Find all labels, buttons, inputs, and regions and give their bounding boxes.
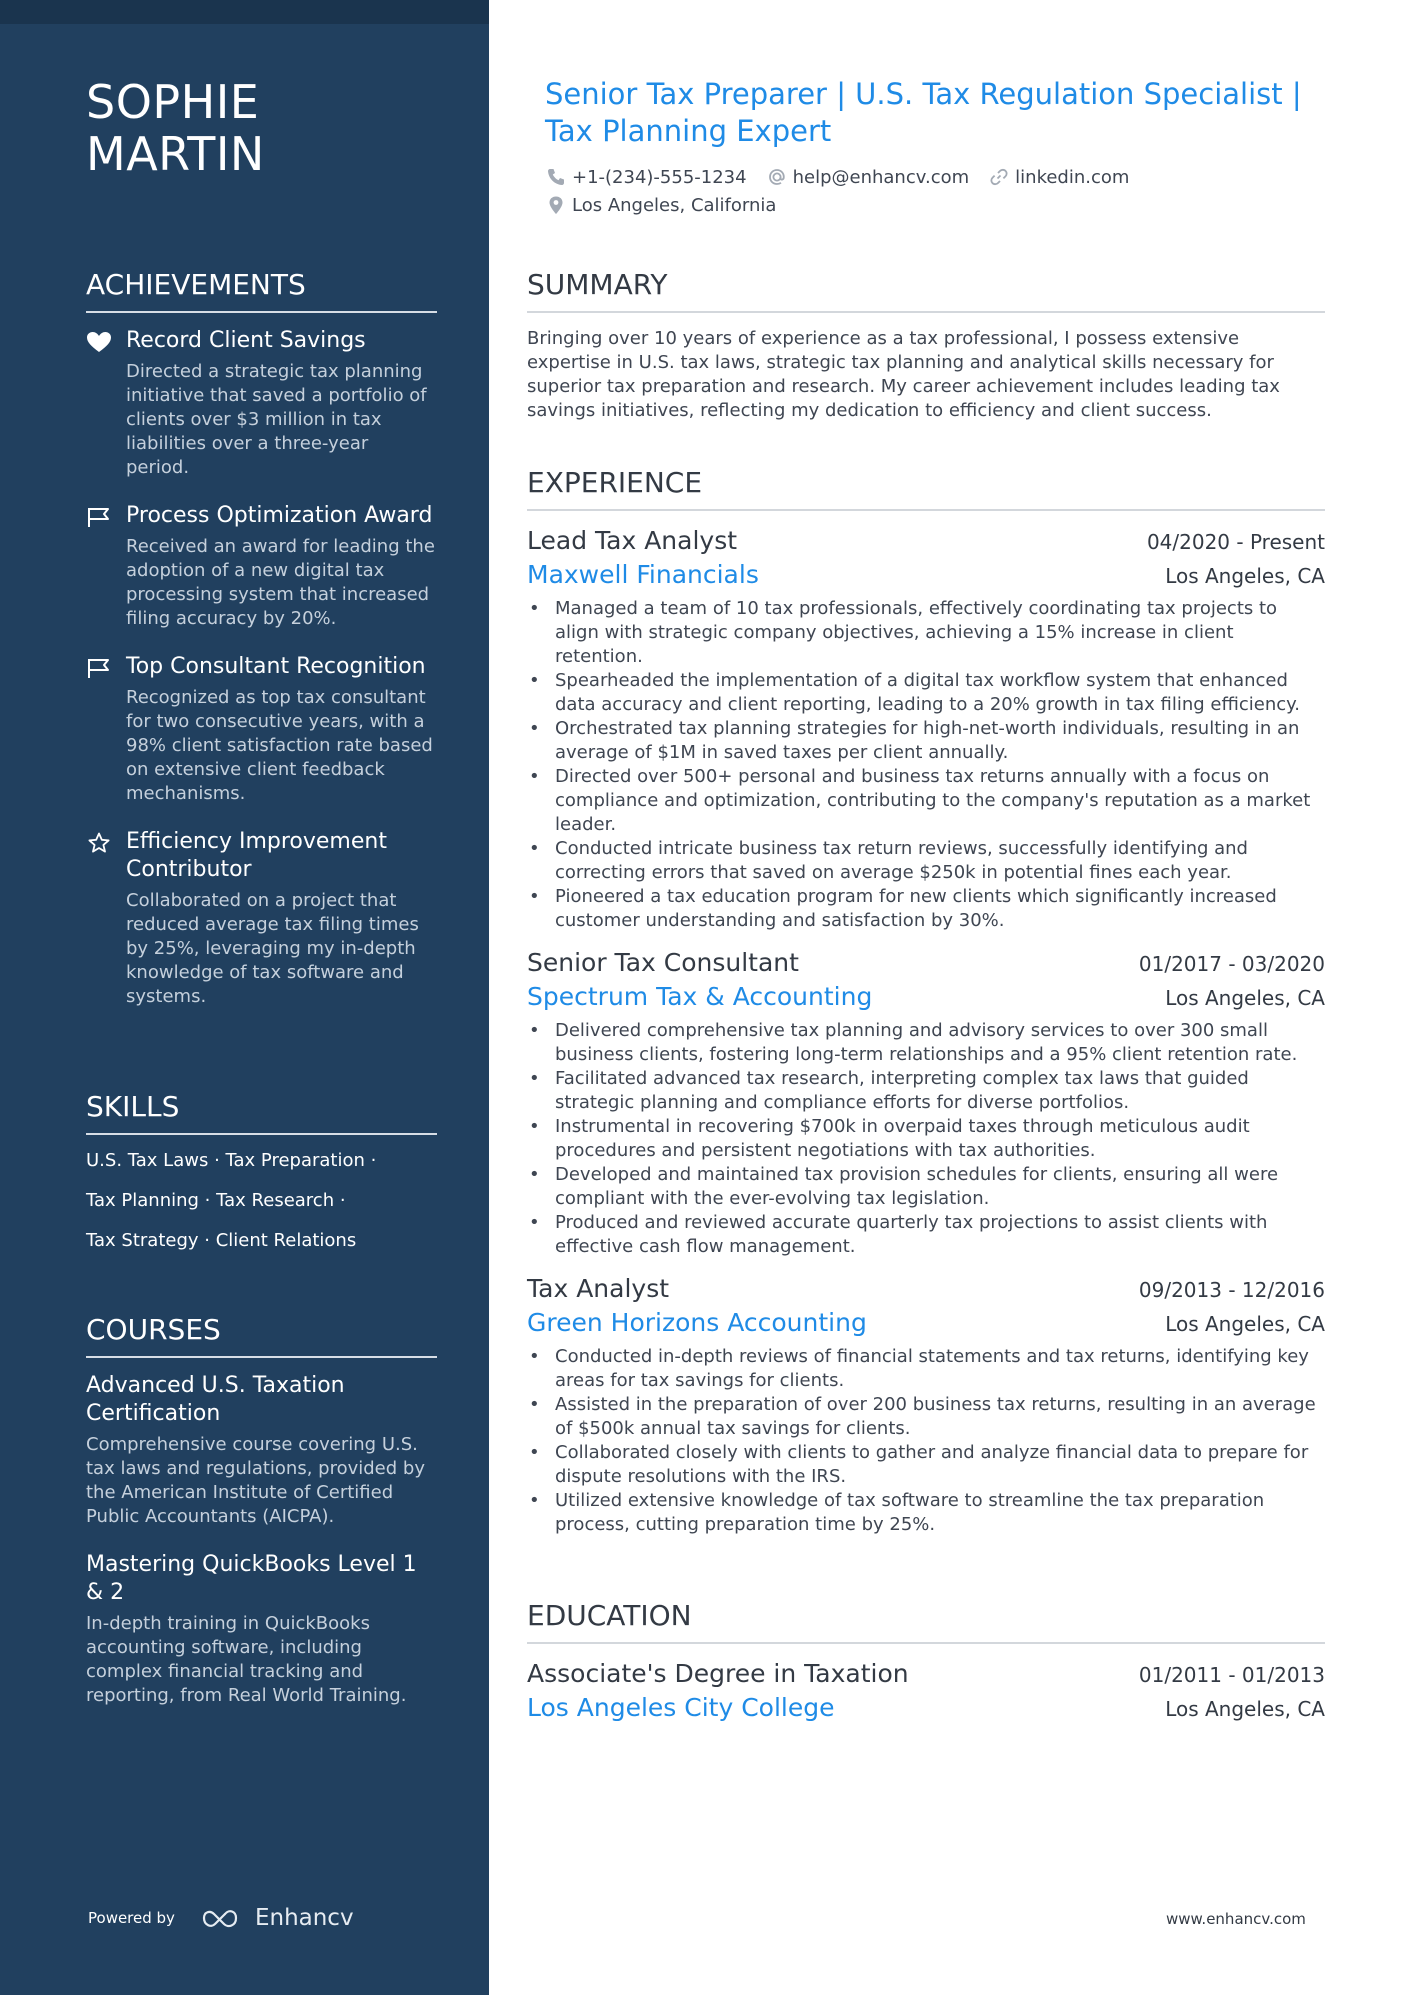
achievement-title: Process Optimization Award	[126, 503, 433, 528]
job-dates: 04/2020 - Present	[1146, 530, 1325, 554]
company-name[interactable]: Green Horizons Accounting	[527, 1308, 867, 1337]
candidate-name	[86, 76, 265, 180]
job-bullet: • Managed a team of 10 tax professionals, effectively coordinating tax projects to align with strategic company objectives, achieving a 15% increase in client retention.	[527, 597, 1325, 669]
sidebar-top-strip	[0, 0, 489, 24]
job-header-row	[527, 947, 1325, 980]
courses-title: COURSES	[86, 1313, 437, 1358]
degree: Associate's Degree in Taxation	[527, 1659, 909, 1688]
education-location: Los Angeles, CA	[1165, 1697, 1325, 1721]
education-header-row	[527, 1658, 1325, 1691]
link-icon	[989, 167, 1009, 187]
job-bullet: • Conducted in-depth reviews of financial statements and tax returns, identifying key areas for tax savings for clients.	[527, 1345, 1325, 1393]
job-entry	[527, 947, 1325, 1259]
job-title: Lead Tax Analyst	[527, 526, 738, 555]
school-name[interactable]: Los Angeles City College	[527, 1693, 835, 1722]
heart-icon	[86, 331, 112, 353]
job-bullet: • Facilitated advanced tax research, interpreting complex tax laws that guided strategic planning and compliance efforts for diverse portfolios.	[527, 1067, 1325, 1115]
job-company-row	[527, 558, 1325, 593]
courses-section	[86, 1313, 437, 1730]
footer-url[interactable]: www.enhancv.com	[1166, 1910, 1306, 1928]
skills-section	[86, 1090, 437, 1269]
flag-icon	[86, 506, 112, 528]
achievement-title: Efficiency Improvement Contributor	[126, 829, 387, 882]
course-title: Mastering QuickBooks Level 1 & 2	[86, 1552, 417, 1605]
job-company-row	[527, 1306, 1325, 1341]
job-bullets	[527, 1345, 1325, 1537]
email-text: help@enhancv.com	[792, 166, 970, 188]
job-bullet: • Produced and reviewed accurate quarterly tax projections to assist clients with effective cash flow management.	[527, 1211, 1325, 1259]
job-bullets	[527, 1019, 1325, 1259]
achievement-item	[86, 828, 437, 1009]
location-text: Los Angeles, California	[572, 194, 777, 216]
experience-section	[527, 466, 1325, 1551]
skills-line: Tax Strategy · Client Relations	[86, 1230, 357, 1251]
job-bullet: • Developed and maintained tax provision schedules for clients, ensuring all were compliant with the ever-evolving tax legislation.	[527, 1163, 1325, 1211]
job-location: Los Angeles, CA	[1165, 564, 1325, 588]
achievements-section	[86, 268, 437, 1031]
achievement-title: Top Consultant Recognition	[126, 654, 426, 679]
experience-title: EXPERIENCE	[527, 466, 1325, 511]
course-desc: In-depth training in QuickBooks accounting software, including complex financial tracking and reporting, from Real World Training.	[86, 1613, 407, 1706]
skills-line: U.S. Tax Laws · Tax Preparation ·	[86, 1150, 377, 1171]
course-item	[86, 1372, 437, 1529]
powered-by	[88, 1905, 354, 1931]
job-title: Senior Tax Consultant	[527, 948, 799, 977]
job-location: Los Angeles, CA	[1165, 986, 1325, 1010]
job-header-row	[527, 1273, 1325, 1306]
enhancv-logo-icon	[201, 1906, 247, 1930]
headline: Senior Tax Preparer | U.S. Tax Regulation Specialist | Tax Planning Expert	[545, 77, 1302, 148]
job-bullet: • Orchestrated tax planning strategies for high-net-worth individuals, resulting in an average of $1M in saved taxes per client annually.	[527, 717, 1325, 765]
achievement-item	[86, 502, 437, 631]
website-text: linkedin.com	[1015, 166, 1130, 188]
education-dates: 01/2011 - 01/2013	[1138, 1663, 1325, 1687]
job-bullet: • Utilized extensive knowledge of tax software to streamline the tax preparation process, cutting preparation time by 25%.	[527, 1489, 1325, 1537]
job-bullet: • Pioneered a tax education program for new clients which significantly increased customer understanding and satisfaction by 30%.	[527, 885, 1325, 933]
summary-title: SUMMARY	[527, 268, 1325, 313]
skills-title: SKILLS	[86, 1090, 437, 1135]
achievement-item	[86, 327, 437, 480]
powered-label: Powered by	[88, 1909, 175, 1927]
job-entry	[527, 1273, 1325, 1537]
summary-text: Bringing over 10 years of experience as a tax professional, I possess extensive expertise in U.S. tax laws, strategic tax planning and analytical skills necessary for superior tax preparation and research. My career achievement includes leading tax savings initiatives, reflecting my dedication to efficiency and client success.	[527, 328, 1280, 421]
course-desc: Comprehensive course covering U.S. tax laws and regulations, provided by the American Institute of Certified Public Accountants (AICPA).	[86, 1434, 425, 1527]
achievement-title: Record Client Savings	[126, 328, 366, 353]
job-bullet: • Delivered comprehensive tax planning and advisory services to over 300 small business clients, fostering long-term relationships and a 95% client retention rate.	[527, 1019, 1325, 1067]
job-bullet: • Assisted in the preparation of over 200 business tax returns, resulting in an average of $500k annual tax savings for clients.	[527, 1393, 1325, 1441]
skills-line: Tax Planning · Tax Research ·	[86, 1190, 346, 1211]
at-icon	[767, 167, 787, 187]
job-bullets	[527, 597, 1325, 933]
contact-row	[546, 163, 1326, 191]
education-title: EDUCATION	[527, 1599, 1325, 1644]
course-title: Advanced U.S. Taxation Certification	[86, 1373, 345, 1426]
last-name: MARTIN	[86, 127, 265, 181]
job-bullet: • Instrumental in recovering $700k in overpaid taxes through meticulous audit procedures and persistent negotiations with tax authorities.	[527, 1115, 1325, 1163]
education-school-row	[527, 1691, 1325, 1726]
job-entry	[527, 525, 1325, 933]
job-location: Los Angeles, CA	[1165, 1312, 1325, 1336]
summary-section	[527, 268, 1325, 423]
job-dates: 01/2017 - 03/2020	[1138, 952, 1325, 976]
job-bullet: • Spearheaded the implementation of a digital tax workflow system that enhanced data accuracy and client reporting, leading to a 20% growth in tax filing efficiency.	[527, 669, 1325, 717]
job-dates: 09/2013 - 12/2016	[1138, 1278, 1325, 1302]
phone-text: +1-(234)-555-1234	[572, 166, 747, 188]
job-company-row	[527, 980, 1325, 1015]
job-title: Tax Analyst	[527, 1274, 670, 1303]
phone-icon	[546, 167, 566, 187]
contact-location	[546, 195, 776, 216]
contact-website[interactable]	[989, 167, 1129, 188]
contact-info	[546, 163, 1326, 219]
achievement-desc: Recognized as top tax consultant for two consecutive years, with a 98% client satisfaction rate based on extensive client feedback mechanisms.	[126, 687, 433, 804]
job-bullet: • Conducted intricate business tax return reviews, successfully identifying and correcting errors that saved on average $250k in potential fines each year.	[527, 837, 1325, 885]
sidebar	[0, 0, 489, 1995]
company-name[interactable]: Spectrum Tax & Accounting	[527, 982, 873, 1011]
flag-icon	[86, 657, 112, 679]
achievement-desc: Directed a strategic tax planning initiative that saved a portfolio of clients over $3 million in tax liabilities over a three-year period.	[126, 361, 427, 478]
first-name: SOPHIE	[86, 75, 260, 129]
contact-email[interactable]	[767, 167, 970, 188]
company-name[interactable]: Maxwell Financials	[527, 560, 759, 589]
achievement-desc: Collaborated on a project that reduced average tax filing times by 25%, leveraging my in-depth knowledge of tax software and systems.	[126, 890, 419, 1007]
location-pin-icon	[546, 195, 566, 215]
course-item	[86, 1551, 437, 1708]
job-bullet: • Directed over 500+ personal and business tax returns annually with a focus on compliance and optimization, contributing to the company's reputation as a market leader.	[527, 765, 1325, 837]
star-icon	[86, 832, 112, 854]
enhancv-brand-text: Enhancv	[254, 1905, 354, 1931]
achievement-desc: Received an award for leading the adoption of a new digital tax processing system that increased filing accuracy by 20%.	[126, 536, 435, 629]
job-header-row	[527, 525, 1325, 558]
enhancv-logo[interactable]	[201, 1905, 354, 1931]
achievement-item	[86, 653, 437, 806]
education-section	[527, 1599, 1325, 1726]
job-bullet: • Collaborated closely with clients to gather and analyze financial data to prepare for dispute resolutions with the IRS.	[527, 1441, 1325, 1489]
contact-row	[546, 191, 1326, 219]
contact-phone[interactable]	[546, 167, 747, 188]
achievements-title: ACHIEVEMENTS	[86, 268, 437, 313]
